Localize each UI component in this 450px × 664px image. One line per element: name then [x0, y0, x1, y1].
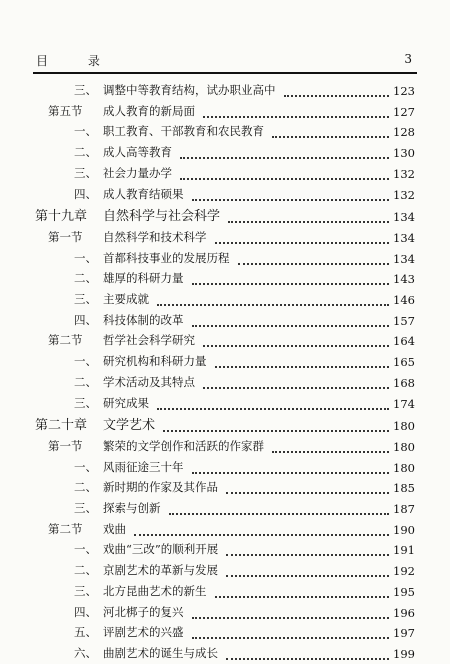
toc-entry-title: 主要成就: [103, 292, 149, 306]
toc-entry-page: 165: [393, 355, 415, 370]
toc-entry-page: 164: [393, 334, 415, 349]
toc-entry: [0, 371, 450, 393]
toc-entry-page: 191: [393, 543, 415, 558]
toc-entry-page: 143: [393, 272, 415, 287]
leader-dots: [169, 513, 390, 515]
toc-entry-title: 成人教育的新局面: [103, 103, 195, 118]
leader-dots: [134, 534, 389, 536]
toc-entry-number: 第一节: [48, 229, 83, 244]
toc-entry-page: 130: [393, 146, 415, 161]
toc-entry-number: 五、: [74, 625, 97, 640]
toc-entry-title: 哲学社会科学研究: [103, 333, 195, 348]
toc-entry-title: 研究成果: [103, 395, 149, 410]
toc-entry-title: 首都科技事业的发展历程: [103, 250, 230, 265]
running-header: [36, 50, 412, 70]
toc-entry-title: 调整中等教育结构，试办职业高中: [103, 83, 276, 97]
toc-entry-page: 127: [393, 104, 415, 119]
toc-entry-page: 195: [393, 584, 415, 599]
leader-dots: [215, 242, 390, 244]
toc-entry: [0, 162, 450, 184]
toc-entry-title: 戏曲“三改”的顺利开展: [103, 542, 219, 557]
toc-entry-number: 三、: [74, 395, 97, 410]
toc-entry-page: 134: [393, 210, 415, 225]
toc-entry: [0, 288, 450, 310]
toc-entry-page: 199: [393, 646, 415, 661]
toc-entry-page: 197: [393, 626, 415, 641]
toc-entry: [0, 518, 450, 540]
leader-dots: [226, 554, 389, 556]
toc-entry: [0, 559, 450, 581]
toc-entry-page: 190: [393, 522, 415, 537]
leader-dots: [238, 263, 390, 265]
leader-dots: [203, 116, 389, 118]
toc-entry-title: 戏曲: [103, 521, 126, 536]
toc-entry-title: 雄厚的科研力量: [103, 271, 184, 286]
toc-entry-title: 曲剧艺术的诞生与成长: [103, 645, 218, 660]
toc-entry-page: 187: [393, 502, 415, 516]
leader-dots: [226, 575, 389, 577]
leader-dots: [203, 387, 389, 389]
leader-dots: [163, 430, 389, 432]
toc-entry-number: 第二十章: [35, 418, 88, 434]
toc-entry-number: 三、: [74, 501, 97, 515]
toc-entry-page: 196: [393, 605, 415, 620]
leader-dots: [228, 221, 389, 223]
toc-entry-number: 第二节: [48, 521, 83, 536]
toc-entry-page: 180: [393, 419, 415, 434]
toc-entry-page: 174: [393, 396, 415, 411]
toc-entry-number: 四、: [74, 604, 97, 619]
header-title: 目 录: [36, 54, 118, 68]
toc-entry-page: 128: [393, 125, 415, 140]
toc-entry-page: 134: [393, 230, 415, 245]
toc-entry: [0, 329, 450, 351]
leader-dots: [215, 596, 390, 598]
toc-entry-page: 180: [393, 460, 415, 475]
leader-dots: [272, 136, 389, 138]
leader-dots: [272, 451, 389, 453]
leader-dots: [192, 325, 390, 327]
leader-dots: [192, 199, 390, 201]
toc-entry: [0, 601, 450, 623]
toc-entry-page: 134: [393, 251, 415, 266]
toc-entry-page: 192: [393, 564, 415, 579]
toc-entry: [0, 456, 450, 478]
toc-entry-number: 六、: [74, 645, 97, 660]
toc-entry-title: 河北梆子的复兴: [103, 604, 184, 619]
leader-dots: [226, 658, 389, 660]
header-rule: [33, 72, 417, 74]
toc-entry-title: 探索与创新: [103, 501, 161, 515]
toc-entry-title: 研究机构和科研力量: [103, 354, 207, 369]
leader-dots: [180, 178, 389, 180]
toc-entry-number: 二、: [74, 145, 97, 160]
toc-entry: [0, 247, 450, 269]
toc-entry-page: 146: [393, 293, 415, 307]
toc-entry: [0, 226, 450, 248]
toc-entry-number: 二、: [74, 563, 97, 578]
toc-entry-page: 168: [393, 375, 415, 390]
page-number: 3: [404, 52, 412, 66]
toc-entry-title: 北方昆曲艺术的新生: [103, 583, 207, 598]
toc-entry: [0, 100, 450, 122]
leader-dots: [157, 408, 389, 410]
toc-entry-number: 二、: [74, 480, 97, 495]
leader-dots: [192, 637, 390, 639]
leader-dots: [157, 304, 389, 306]
leader-dots: [192, 472, 390, 474]
toc-entry: [0, 435, 450, 457]
toc-entry-title: 科技体制的改革: [103, 312, 184, 327]
toc-entry-title: 成人教育结硕果: [103, 186, 184, 201]
toc-entry: [0, 497, 450, 519]
toc-entry: [0, 267, 450, 289]
toc-entry-number: 第五节: [48, 103, 83, 118]
toc-entry-title: 评剧艺术的兴盛: [103, 625, 184, 640]
toc-entry-title: 职工教育、干部教育和农民教育: [103, 124, 264, 139]
toc-entry-number: 二、: [74, 374, 97, 389]
toc-entry-page: 157: [393, 313, 415, 328]
toc-entry-page: 123: [393, 84, 415, 98]
toc-entry: [0, 392, 450, 414]
toc-entry: [0, 205, 450, 227]
toc-entry-title: 文学艺术: [103, 418, 156, 434]
leader-dots: [203, 345, 389, 347]
toc-entry: [0, 476, 450, 498]
toc-entry-title: 社会力量办学: [103, 165, 172, 180]
toc-entry-title: 京剧艺术的革新与发展: [103, 563, 218, 578]
toc-entry-page: 132: [393, 166, 415, 181]
toc-entry-number: 三、: [74, 583, 97, 598]
toc-entry-number: 四、: [74, 186, 97, 201]
toc-entry-number: 三、: [74, 292, 97, 306]
leader-dots: [215, 366, 390, 368]
toc-entry: [0, 350, 450, 372]
toc-entry: [0, 120, 450, 142]
leader-dots: [192, 283, 390, 285]
toc-entry-title: 学术活动及其特点: [103, 374, 195, 389]
toc-entry-number: 第二节: [48, 333, 83, 348]
leader-dots: [192, 617, 390, 619]
toc-entry-number: 一、: [74, 459, 97, 474]
toc-entry-number: 三、: [74, 83, 97, 97]
toc-entry: [0, 621, 450, 643]
leader-dots: [284, 95, 390, 97]
leader-dots: [226, 492, 389, 494]
leader-dots: [180, 157, 389, 159]
toc-entry-number: 二、: [74, 271, 97, 286]
toc-entry: [0, 538, 450, 560]
toc-entry-title: 新时期的作家及其作品: [103, 480, 218, 495]
toc-entry-number: 一、: [74, 124, 97, 139]
toc-entry: [0, 141, 450, 163]
toc-entry-number: 一、: [74, 250, 97, 265]
toc-entry-title: 自然科学与社会科学: [103, 209, 221, 225]
toc-entry-page: 180: [393, 439, 415, 454]
toc-entry-number: 第一节: [48, 438, 83, 453]
toc-entry-number: 一、: [74, 354, 97, 369]
toc-entry: [0, 642, 450, 664]
toc-entry-title: 风雨征途三十年: [103, 459, 184, 474]
toc-entry-title: 成人高等教育: [103, 145, 172, 160]
toc-entry: [0, 580, 450, 602]
toc-entry-number: 四、: [74, 312, 97, 327]
toc-entry: [0, 414, 450, 436]
toc-entry-title: 自然科学和技术科学: [103, 229, 207, 244]
toc-entry-number: 三、: [74, 165, 97, 180]
toc-entry: [0, 79, 450, 101]
toc-entry-number: 第十九章: [35, 209, 88, 225]
toc-entry-title: 繁荣的文学创作和活跃的作家群: [103, 438, 264, 453]
toc-entry-number: 一、: [74, 542, 97, 557]
toc-entry: [0, 309, 450, 331]
toc-entry-page: 132: [393, 187, 415, 202]
toc-entry: [0, 183, 450, 205]
toc-entry-page: 185: [393, 481, 415, 496]
